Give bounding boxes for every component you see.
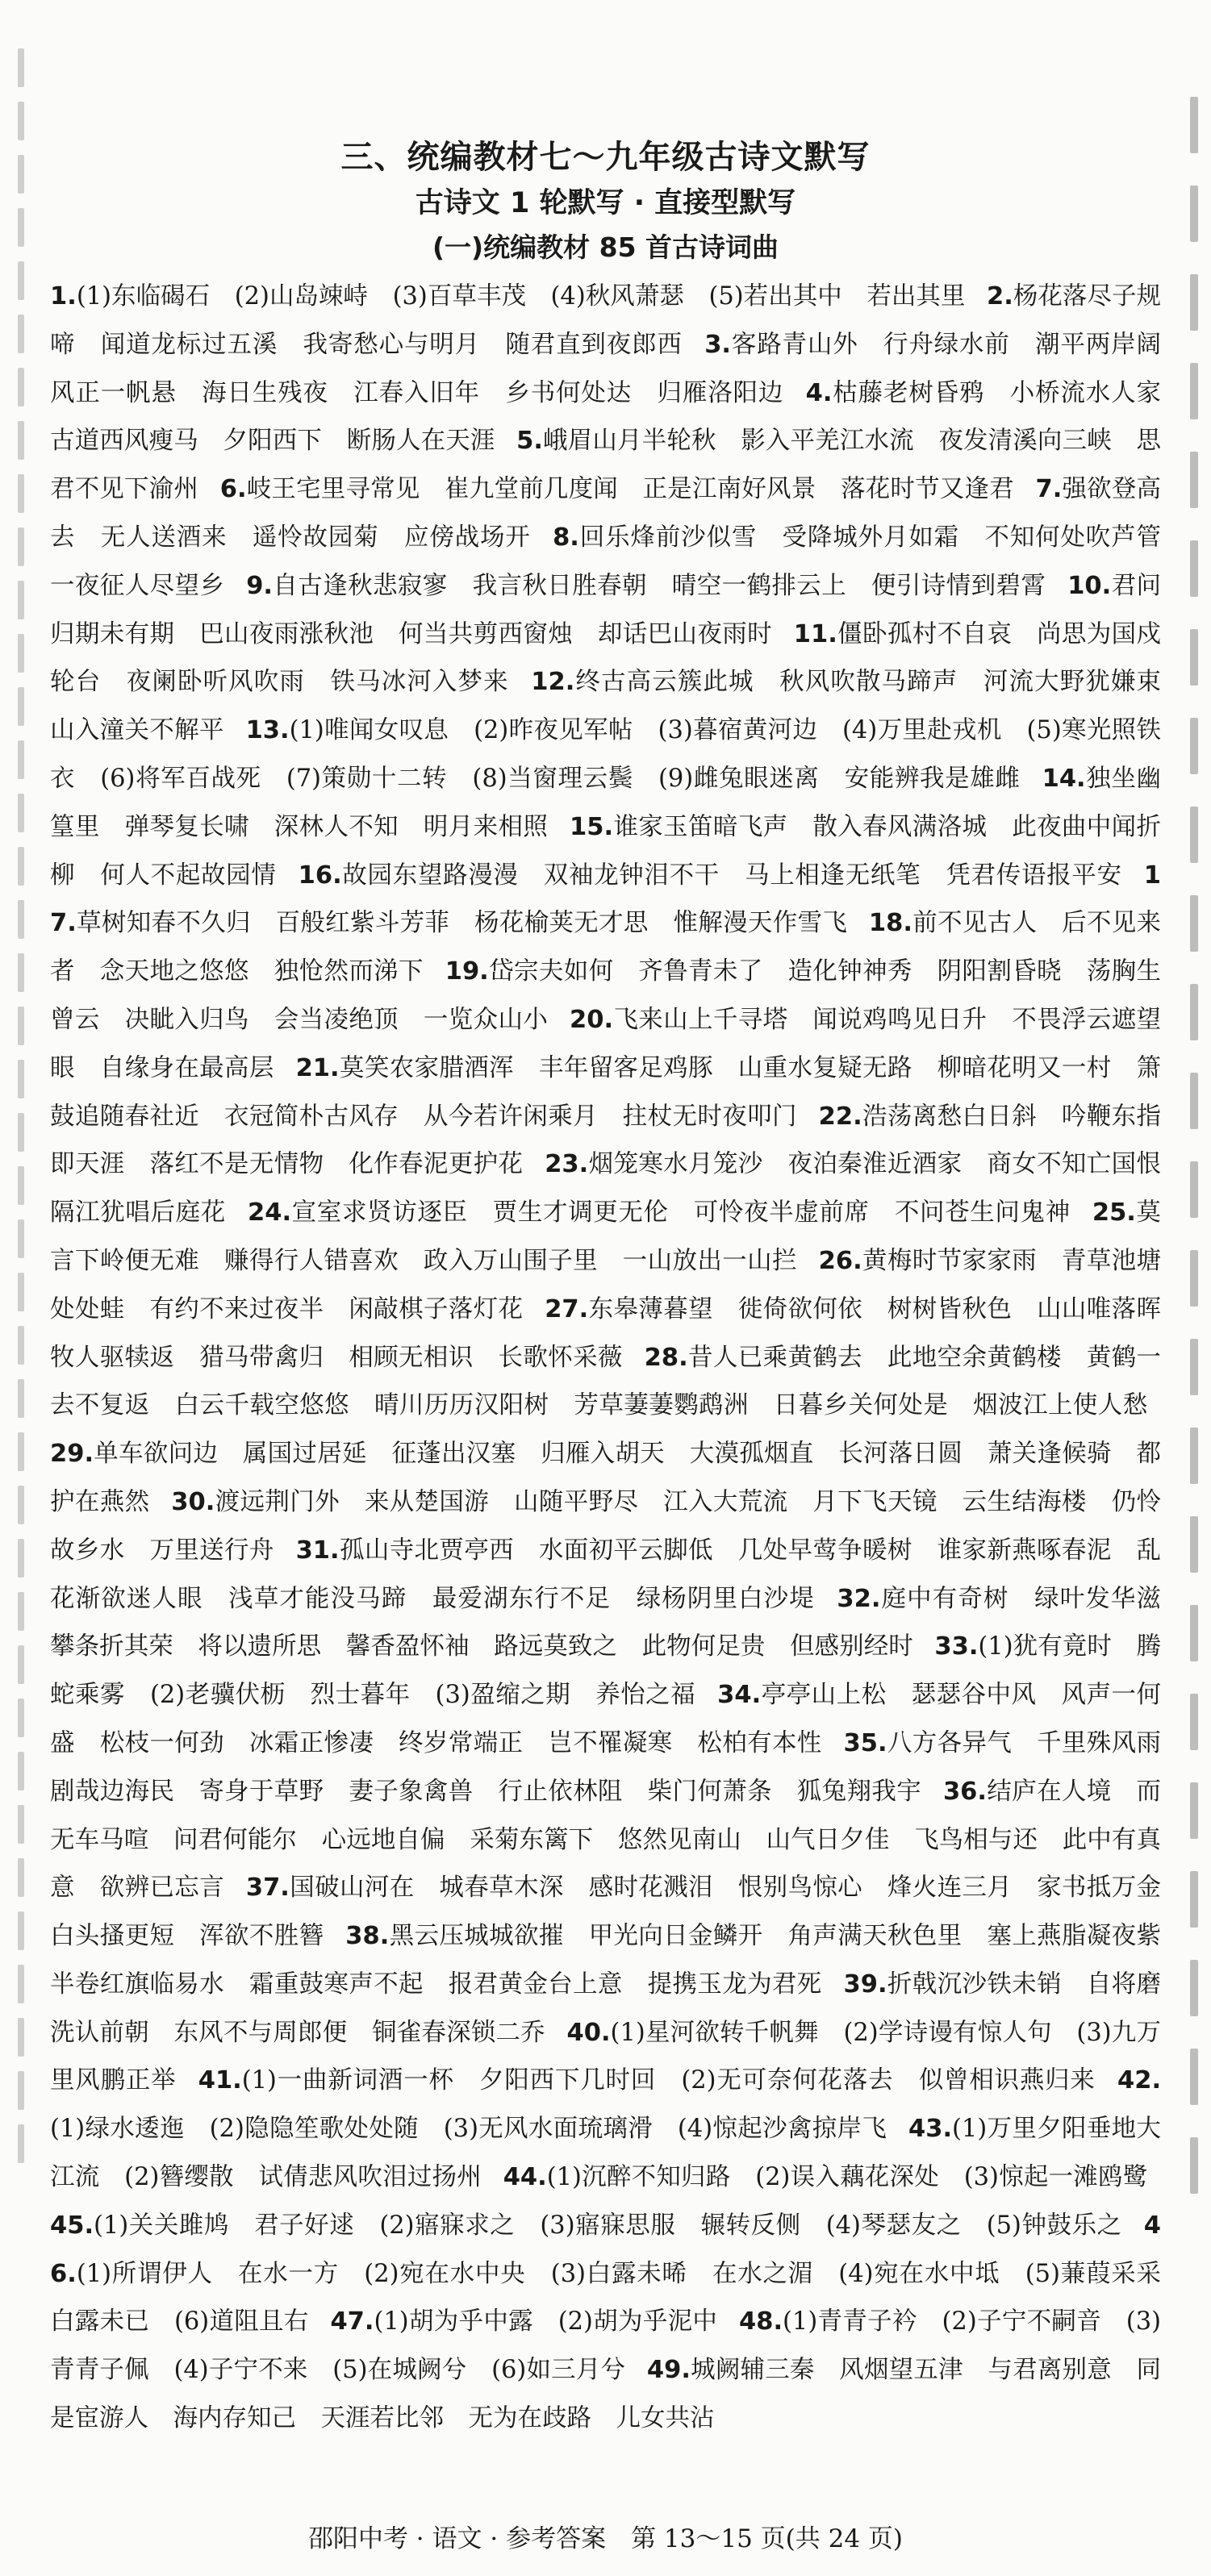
answer-item-text: 烟笼寒水月笼沙 夜泊秦淮近酒家 商女不知亡国恨 隔江犹唱后庭花 xyxy=(50,1150,1186,1228)
answer-item-number: 14. xyxy=(1042,764,1086,793)
answer-item-number: 35. xyxy=(843,1728,887,1757)
answer-item-number: 26. xyxy=(818,1246,862,1275)
answer-item-text: 杨花落尽子规啼 闻道龙标过五溪 我寄愁心与明月 随君直到夜郎西 xyxy=(50,282,1162,359)
answer-item-number: 41. xyxy=(198,2066,242,2095)
answer-item-text: 亭亭山上松 瑟瑟谷中风 风声一何盛 松枝一何劲 冰霜正惨凄 终岁常端正 岂不罹凝寒 松柏有本性 xyxy=(50,1681,1162,1757)
answer-item-number: 23. xyxy=(545,1150,589,1179)
answer-item-text: (1)青青子衿 (2)子宁不嗣音 (3)青青子佩 (4)子宁不来 (5)在城阙兮 (6)如三月兮 xyxy=(50,2307,1161,2385)
answer-item-text: 浩荡离愁白日斜 吟鞭东指即天涯 落红不是无情物 化作春泥更护花 xyxy=(50,1102,1161,1179)
page-subtitle: 古诗文 1 轮默写 · 直接型默写 xyxy=(415,187,796,219)
answer-item-text: (1)万里夕阳垂地大江流 (2)簪缨散 试倩悲风吹泪过扬州 xyxy=(50,2115,1162,2192)
answer-item-text: (1)关关雎鸠 君子好逑 (2)寤寐求之 (3)寤寐思服 辗转反侧 (4)琴瑟友之 (5)钟鼓乐之 xyxy=(94,2211,1122,2240)
answer-item-number: 47. xyxy=(330,2307,374,2336)
answer-item-number: 46. xyxy=(50,2211,1162,2288)
answer-item-number: 16. xyxy=(298,861,342,890)
answer-item-text: 前不见古人 后不见来者 念天地之悠悠 独怆然而涕下 xyxy=(50,909,1162,986)
answer-item xyxy=(50,282,965,311)
answer-item-number: 6. xyxy=(219,475,247,504)
answer-item-number: 37. xyxy=(245,1874,290,1903)
answer-item-number: 28. xyxy=(644,1343,688,1372)
answer-item-number: 5. xyxy=(516,427,543,456)
answer-item-text: (1)沉醉不知归路 (2)误入藕花深处 (3)惊起一滩鸥鹭 xyxy=(546,2163,1148,2192)
answer-item-number: 20. xyxy=(570,1005,614,1034)
answer-item-text: (1)星河欲转千帆舞 (2)学诗谩有惊人句 (3)九万里风鹏正举 xyxy=(50,2018,1162,2095)
answer-item-text: 东皋薄暮望 徙倚欲何依 树树皆秋色 山山唯落晖 牧人驱犊返 猎马带禽归 相顾无相识 长歌怀采薇 xyxy=(50,1294,1186,1372)
answer-item-number: 36. xyxy=(942,1777,987,1806)
answer-item-number: 12. xyxy=(531,668,575,697)
answer-item-number: 45. xyxy=(50,2211,94,2240)
scan-edge-marks xyxy=(1190,97,1200,2355)
answer-item-text: 折戟沉沙铁未销 自将磨洗认前朝 东风不与周郎便 铜雀春深锁二乔 xyxy=(50,1970,1162,2047)
answer-item-number: 7. xyxy=(1035,475,1063,504)
answer-item-text: 枯藤老树昏鸦 小桥流水人家 古道西风瘦马 夕阳西下 断肠人在天涯 xyxy=(50,378,1186,456)
binding-edge-marks xyxy=(18,48,26,2387)
answer-item-text: (1)所谓伊人 在水一方 (2)宛在水中央 (3)白露未晞 在水之湄 (4)宛在水中坻 (5)蒹葭采采 白露未已 (6)道阻且右 xyxy=(50,2259,1186,2336)
answer-item-number: 34. xyxy=(717,1681,762,1710)
answer-item xyxy=(198,2066,1096,2095)
answer-item-number: 18. xyxy=(868,909,912,938)
answer-item-text: 岐王宅里寻常见 崔九堂前几度闻 正是江南好风景 落花时节又逢君 xyxy=(246,475,1014,504)
answer-item-text: 八方各异气 千里殊风雨 剧哉边海民 寄身于草野 妻子象禽兽 行止依林阻 柴门何萧条 狐兔翔我宇 xyxy=(50,1728,1186,1806)
answer-item-number: 43. xyxy=(908,2115,953,2144)
answer-item-number: 15. xyxy=(570,812,614,841)
answer-item-text: 自古逢秋悲寂寥 我言秋日胜春朝 晴空一鹤排云上 便引诗情到碧霄 xyxy=(273,571,1046,600)
answer-item-number: 40. xyxy=(566,2018,611,2047)
answer-item-text: 黑云压城城欲摧 甲光向日金鳞开 角声满天秋色里 塞上燕脂凝夜紫 半卷红旗临易水 霜重鼓寒声不起 报君黄金台上意 提携玉龙为君死 xyxy=(50,1922,1186,1999)
answer-item xyxy=(503,2163,1148,2191)
answer-item-number: 49. xyxy=(646,2356,691,2385)
answer-item xyxy=(50,2211,1122,2240)
answer-item-number: 2. xyxy=(986,282,1013,311)
answer-item-number: 10. xyxy=(1067,571,1112,600)
answer-item-number: 48. xyxy=(739,2307,783,2336)
answer-item-number: 8. xyxy=(553,523,579,552)
answer-item-text: 飞来山上千寻塔 闻说鸡鸣见日升 不畏浮云遮望眼 自缘身在最高层 xyxy=(50,1005,1162,1082)
answer-item-text: 莫言下岭便无难 赚得行人错喜欢 政入万山围子里 一山放出一山拦 xyxy=(50,1198,1162,1275)
answer-list xyxy=(50,273,1186,2443)
answer-item-text: 宣室求贤访逐臣 贾生才调更无伦 可怜夜半虚前席 不问苍生问鬼神 xyxy=(291,1198,1071,1228)
answer-item-number: 1. xyxy=(50,282,77,311)
answer-item-text: 君问归期未有期 巴山夜雨涨秋池 何当共剪西窗烛 却话巴山夜雨时 xyxy=(50,571,1162,648)
answer-item-text: 孤山寺北贾亭西 水面初平云脚低 几处早莺争暖树 谁家新燕啄春泥 乱花渐欲迷人眼 浅草才能没马蹄 最爱湖东行不足 绿杨阴里白沙堤 xyxy=(50,1536,1162,1613)
answer-item-number: 21. xyxy=(295,1053,340,1082)
answer-item-text: 独坐幽篁里 弹琴复长啸 深林人不知 明月来相照 xyxy=(50,764,1162,841)
answer-item-number: 4. xyxy=(805,378,833,407)
answer-item-text: (1)东临碣石 (2)山岛竦峙 (3)百草丰茂 (4)秋风萧瑟 (5)若出其中 若出其里 xyxy=(76,282,966,311)
answer-item-text: 渡远荆门外 来从楚国游 山随平野尽 江入大荒流 月下飞天镜 云生结海楼 仍怜故乡水 万里送行舟 xyxy=(50,1487,1162,1565)
answer-item-text: 僵卧孤村不自哀 尚思为国戍轮台 夜阑卧听风吹雨 铁马冰河入梦来 xyxy=(50,619,1161,697)
answer-item xyxy=(299,861,1122,890)
answer-item-number: 30. xyxy=(171,1487,215,1516)
answer-item-text: 故园东望路漫漫 双袖龙钟泪不干 马上相逢无纸笔 凭君传语报平安 xyxy=(341,861,1122,890)
answer-item-text: 岱宗夫如何 齐鲁青未了 造化钟神秀 阴阳割昏晓 荡胸生曾云 决眦入归鸟 会当凌绝顶 一览众山小 xyxy=(50,957,1161,1034)
answer-item-number: 32. xyxy=(837,1584,881,1613)
answer-item xyxy=(246,572,1046,600)
answer-item-number: 19. xyxy=(445,957,489,986)
answer-item-text: 终古高云簇此城 秋风吹散马蹄声 河流大野犹嫌束 山入潼关不解平 xyxy=(50,668,1186,745)
page-header xyxy=(48,135,1163,268)
answer-item-number: 27. xyxy=(545,1294,589,1323)
answer-item-text: 昔人已乘黄鹤去 此地空余黄鹤楼 黄鹤一去不复返 白云千载空悠悠 晴川历历汉阳树 芳草萋萋鹦鹉洲 日暮乡关何处是 烟波江上使人愁 xyxy=(50,1343,1162,1420)
answer-item-number: 24. xyxy=(248,1198,292,1228)
answer-item-text: (1)犹有竟时 腾蛇乘雾 (2)老骥伏枥 烈士暮年 (3)盈缩之期 养怡之福 xyxy=(50,1632,1162,1710)
answer-item-number: 42. xyxy=(1117,2066,1162,2095)
answer-item-number: 25. xyxy=(1092,1198,1136,1228)
answer-item-text: 单车欲问边 属国过居延 征蓬出汉塞 归雁入胡天 大漠孤烟直 长河落日圆 萧关逢候骑 都护在燕然 xyxy=(50,1440,1161,1516)
page-title: 三、统编教材七～九年级古诗文默写 xyxy=(340,139,871,176)
answer-item-text: (1)唯闻女叹息 (2)昨夜见军帖 (3)暮宿黄河边 (4)万里赴戎机 (5)寒光照铁衣 (6)将军百战死 (7)策勋十二转 (8)当窗理云鬓 (9)雌兔眼迷离 安能辨我是雄雌 xyxy=(50,716,1162,793)
answer-item-number: 22. xyxy=(818,1102,862,1131)
answer-item-number: 31. xyxy=(295,1536,340,1565)
answer-item-number: 33. xyxy=(934,1632,979,1661)
answer-item-text: 回乐烽前沙似雪 受降城外月如霜 不知何处吹芦管 一夜征人尽望乡 xyxy=(50,523,1186,600)
answer-item xyxy=(330,2307,717,2336)
answer-item-text: 国破山河在 城春草木深 感时花溅泪 恨别鸟惊心 烽火连三月 家书抵万金 白头搔更短 浑欲不胜簪 xyxy=(50,1874,1186,1951)
answer-item-number: 44. xyxy=(503,2163,547,2192)
answer-item-number: 29. xyxy=(50,1440,94,1469)
answer-item-text: (1)胡为乎中露 (2)胡为乎泥中 xyxy=(374,2307,718,2336)
answer-item-text: 结庐在人境 而无车马喧 问君何能尔 心远地自偏 采菊东篱下 悠然见南山 山气日夕佳 飞鸟相与还 此中有真意 欲辨已忘言 xyxy=(50,1777,1162,1903)
answer-item-text: 客路青山外 行舟绿水前 潮平两岸阔 风正一帆悬 海日生残夜 江春入旧年 乡书何处达 归雁洛阳边 xyxy=(50,330,1186,407)
section-title: (一)统编教材 85 首古诗词曲 xyxy=(432,231,779,263)
page-footer: 邵阳中考 · 语文 · 参考答案 第 13～15 页(共 24 页) xyxy=(307,2524,904,2553)
answer-item-number: 17. xyxy=(50,861,1162,938)
answer-item-text: 庭中有奇树 绿叶发华滋 攀条折其荣 将以遗所思 馨香盈怀袖 路远莫致之 此物何足贵 但感别经时 xyxy=(50,1584,1186,1661)
answer-item-text: 黄梅时节家家雨 青草池塘处处蛙 有约不来过夜半 闲敲棋子落灯花 xyxy=(50,1246,1161,1323)
answer-item-number: 13. xyxy=(245,716,290,745)
answer-item-number: 9. xyxy=(246,571,273,600)
answer-item-text: 谁家玉笛暗飞声 散入春风满洛城 此夜曲中闻折柳 何人不起故园情 xyxy=(50,812,1162,890)
answer-item-number: 11. xyxy=(793,619,837,648)
answer-item xyxy=(248,1198,1071,1227)
answer-item-text: 峨眉山月半轮秋 影入平羌江水流 夜发清溪向三峡 思君不见下渝州 xyxy=(50,427,1162,504)
answer-item-text: (1)绿水逶迤 (2)隐隐笙歌处处随 (3)无风水面琉璃滑 (4)惊起沙禽掠岸飞 xyxy=(50,2115,887,2144)
answer-item-number: 3. xyxy=(704,330,731,359)
answer-item-number: 38. xyxy=(345,1922,390,1951)
answer-item-text: 莫笑农家腊酒浑 丰年留客足鸡豚 山重水复疑无路 柳暗花明又一村 箫鼓追随春社近 衣冠简朴古风存 从今若许闲乘月 拄杖无时夜叩门 xyxy=(50,1053,1162,1131)
answer-item-text: 草树知春不久归 百般红紫斗芳菲 杨花榆荚无才思 惟解漫天作雪飞 xyxy=(76,909,848,938)
answer-item-number: 39. xyxy=(843,1970,887,1999)
answer-item-text: (1)一曲新词酒一杯 夕阳西下几时回 (2)无可奈何花落去 似曾相识燕归来 xyxy=(241,2066,1096,2095)
answer-item-text: 强欲登高去 无人送酒来 遥怜故园菊 应傍战场开 xyxy=(50,475,1162,552)
answer-item-text: 城阙辅三秦 风烟望五津 与君离别意 同是宦游人 海内存知己 天涯若比邻 无为在歧路 儿女共沾 xyxy=(50,2356,1162,2433)
answer-item xyxy=(220,475,1014,503)
